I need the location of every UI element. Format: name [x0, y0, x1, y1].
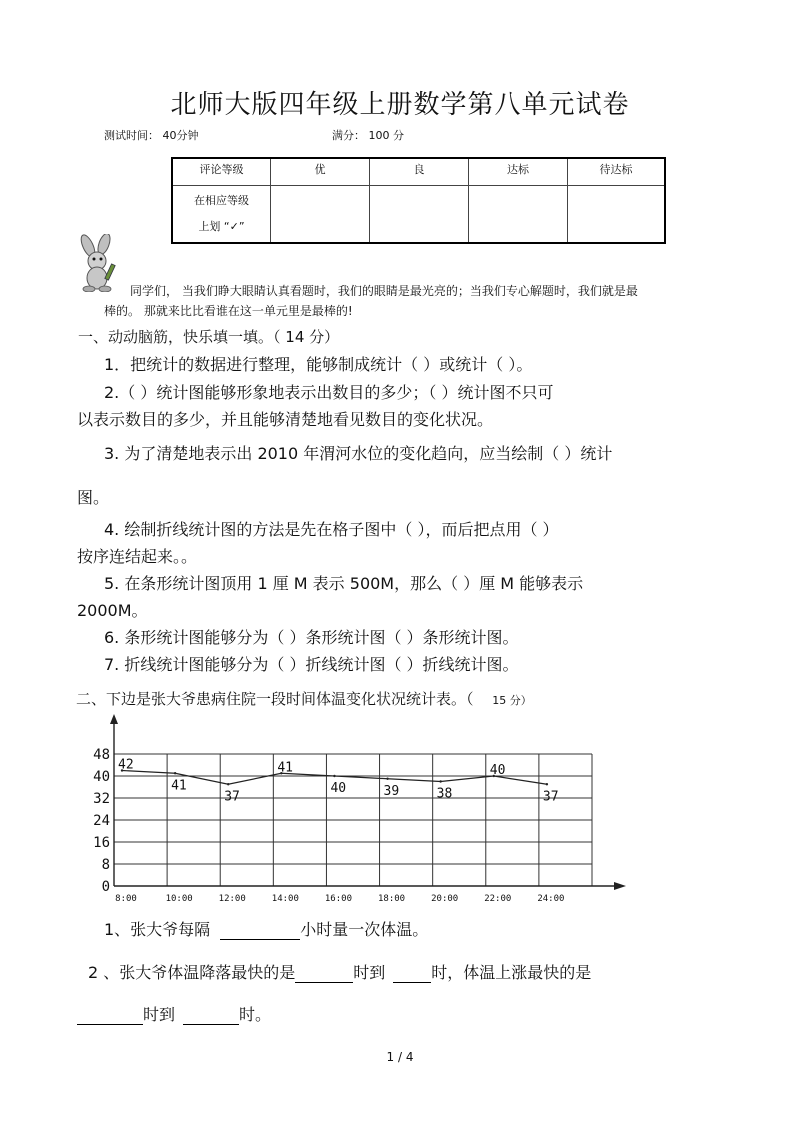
section-1-heading: 一、动动脑筋，快乐填一填。（ 14 分）: [78, 328, 340, 346]
y-tick-label: 8: [101, 857, 110, 873]
y-tick-label: 48: [93, 747, 110, 763]
question-2-2-text: 时到: [353, 963, 386, 982]
data-point: [439, 780, 441, 782]
x-tick-label: 22:00: [484, 894, 512, 904]
rating-cell[interactable]: [370, 185, 469, 243]
question-2-1: [104, 917, 428, 940]
point-label: 39: [383, 783, 400, 799]
question-2-2-prefix: 2 、张大爷体温降落最快的是: [88, 963, 296, 982]
y-tick-label: 0: [101, 879, 110, 895]
chart-y-ticks: [93, 747, 110, 895]
question-1-4: 4. 绘制折线统计图的方法是先在格子图中（ ），而后把点用（ ）: [104, 520, 559, 539]
question-2-1-prefix: 1、张大爷每隔: [104, 920, 211, 939]
answer-blank[interactable]: [183, 1005, 239, 1025]
question-1-5-cont: 2000M。: [77, 601, 148, 620]
question-2-2: [88, 960, 591, 983]
data-point: [227, 783, 229, 785]
intro-line: 同学们， 当我们睁大眼睛认真看题时，我们的眼睛是最光亮的；当我们专心解题时，我们就是最: [130, 284, 638, 298]
x-tick-label: 16:00: [324, 894, 352, 904]
rating-row-label-line: 在相应等级: [194, 193, 249, 207]
rating-cell[interactable]: [271, 185, 370, 243]
x-tick-label: 14:00: [271, 894, 299, 904]
x-tick-label: 24:00: [537, 894, 565, 904]
rating-header-cell: 待达标: [568, 158, 666, 185]
full-score: 满分： 100 分: [332, 129, 404, 142]
y-tick-label: 40: [93, 769, 110, 785]
point-label: 41: [171, 778, 187, 794]
question-2-2-suffix: 时。: [239, 1005, 272, 1024]
rating-table: [171, 157, 666, 244]
chart-point-labels: [118, 758, 559, 805]
chart-grid: [114, 754, 592, 886]
answer-blank[interactable]: [77, 1005, 143, 1025]
x-tick-label: 18:00: [378, 894, 406, 904]
rating-cell[interactable]: [469, 185, 568, 243]
answer-blank[interactable]: [393, 963, 431, 983]
page-number: 1 / 4: [386, 1050, 414, 1064]
question-1-5: 5. 在条形统计图顶用 1 厘 M 表示 500M，那么（ ）厘 M 能够表示: [104, 574, 584, 593]
question-1-2-cont: 以表示数目的多少，并且能够清楚地看见数目的变化状况。: [77, 410, 494, 429]
answer-blank[interactable]: [295, 963, 353, 983]
section-2-heading-text: 二、下边是张大爷患病住院一段时间体温变化状况统计表。（: [76, 690, 474, 708]
y-tick-label: 16: [93, 835, 110, 851]
question-1-3-cont: 图。: [77, 488, 110, 507]
question-1-6: 6. 条形统计图能够分为（ ）条形统计图（ ）条形统计图。: [104, 628, 519, 647]
point-label: 40: [489, 763, 506, 778]
point-label: 37: [542, 789, 559, 805]
rating-cell[interactable]: [568, 185, 666, 243]
x-axis-arrow: [614, 882, 626, 890]
x-tick-label: 20:00: [431, 894, 459, 904]
data-point: [333, 775, 335, 777]
section-2-heading: [76, 688, 532, 709]
page-title: 北师大版四年级上册数学第八单元试卷: [170, 90, 630, 120]
question-1-3: 3. 为了清楚地表示出 2010 年渭河水位的变化趋向，应当绘制（ ）统计: [104, 444, 613, 463]
point-label: 38: [436, 786, 453, 802]
question-1-2: 2.（ ）统计图能够形象地表示出数目的多少；（ ）统计图不只可: [104, 383, 554, 402]
data-point: [386, 778, 388, 780]
section-2-score: 15 分）: [492, 694, 532, 707]
question-2-2-cont: [77, 1002, 271, 1025]
question-1-7: 7. 折线统计图能够分为（ ）折线统计图（ ）折线统计图。: [104, 655, 519, 674]
rating-header-cell: 达标: [469, 158, 568, 185]
point-label: 37: [224, 789, 240, 805]
question-1-4-cont: 按序连结起来。。: [77, 547, 198, 566]
data-point: [174, 772, 176, 774]
x-tick-label: 10:00: [165, 894, 193, 904]
point-label: 42: [118, 757, 134, 773]
rabbit-icon: [74, 234, 126, 292]
question-2-1-suffix: 小时量一次体温。: [300, 920, 429, 939]
data-point: [546, 783, 548, 785]
point-label: 41: [277, 760, 293, 776]
question-2-2-text: 时到: [143, 1005, 176, 1024]
y-axis-arrow: [110, 714, 118, 724]
point-label: 40: [330, 781, 347, 796]
rating-header-cell: 良: [370, 158, 469, 185]
rating-header-cell: 评论等级: [172, 158, 271, 185]
x-tick-label: 8:00: [115, 894, 137, 904]
y-tick-label: 24: [93, 813, 110, 829]
intro-line: 棒的。 那就来比比看谁在这一单元里是最棒的!: [104, 304, 353, 318]
question-1-1: 1．把统计的数据进行整理，能够制成统计（ ）或统计（ ）。: [104, 355, 533, 374]
rating-row-label: [172, 185, 271, 243]
question-2-2-text: 时，体温上涨最快的是: [431, 963, 592, 982]
rating-row-label-line: 上划 “✓”: [198, 219, 245, 233]
temperature-chart: [80, 712, 640, 904]
y-tick-label: 32: [93, 791, 110, 807]
test-time: 测试时间： 40分钟: [104, 129, 199, 142]
x-tick-label: 12:00: [218, 894, 246, 904]
rating-header-cell: 优: [271, 158, 370, 185]
chart-x-ticks: [115, 894, 564, 904]
answer-blank[interactable]: [220, 920, 300, 940]
